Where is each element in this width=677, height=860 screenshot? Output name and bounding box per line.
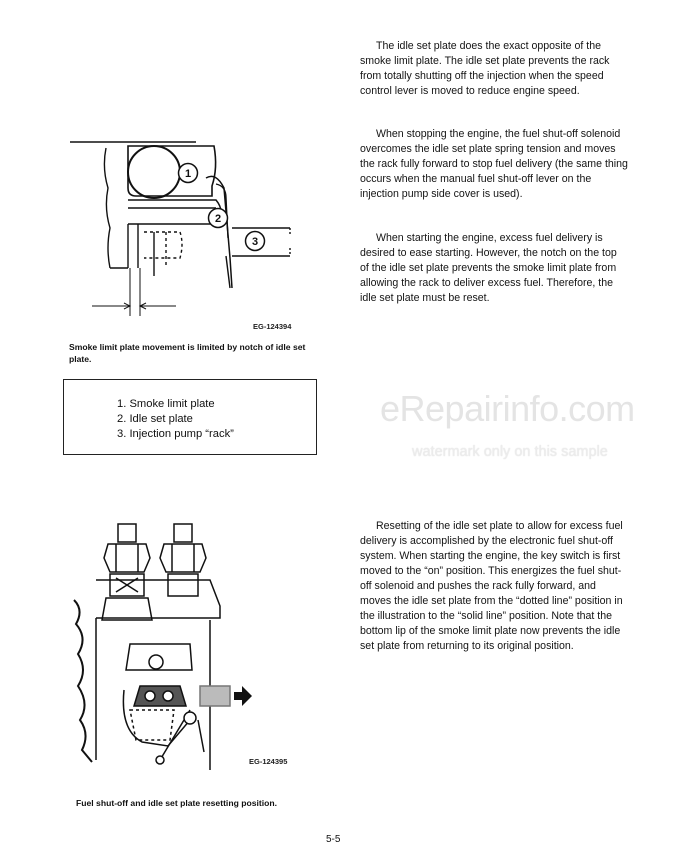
paragraph-idle-set-plate: The idle set plate does the exact opposite of the smoke limit plate. The idle set plate prevents the rack from totally shutting off the injection when the speed control lever is moved to reduce engine speed. [360,40,610,97]
paragraph-resetting: Resetting of the idle set plate to allow for excess fuel delivery is accomplished by the electronic fuel shut-off system. When starting the engine, the key switch is first moved to the “on” position. This energizes the fuel shut-off solenoid and pushes the rack fully forward, and moves the idle set plate from the “dotted line” position in the illustration to the “solid line” position. Note that the bottom lip of the smoke limit plate now prevents the idle set plate from returning to its original position. [360,520,623,652]
callout-2: 2 [214,213,222,225]
watermark-main: eRepairinfo.com [380,388,635,429]
figure1-code: EG-124394 [253,322,292,331]
figure2-caption: Fuel shut-off and idle set plate resetting position. [76,798,278,808]
figure2-code: EG-124395 [249,757,288,766]
paragraph-starting-engine: When starting the engine, excess fuel delivery is desired to ease starting. However, the notch on the top of the idle set plate prevents the smoke limit plate from allowing the rack to deliver excess fuel. Therefore, the idle set plate must be reset. [360,232,617,304]
callout-3: 3 [251,236,259,248]
callout-1: 1 [184,168,192,180]
figure1-caption: Smoke limit plate movement is limited by notch of idle set plate. [69,342,306,364]
figure-smoke-limit-plate [66,138,298,322]
watermark-sub: watermark only on this sample [412,444,608,460]
legend-item: 2. Idle set plate [117,413,193,425]
page-number: 5-5 [326,834,341,845]
figure-fuel-shutoff [70,520,300,770]
legend-box [63,379,317,455]
legend-item: 1. Smoke limit plate [117,398,215,410]
legend-item: 3. Injection pump “rack” [117,428,234,440]
paragraph-stopping-engine: When stopping the engine, the fuel shut-off solenoid overcomes the idle set plate spring tension and moves the rack fully forward to stop fuel delivery (the same thing occurs when the manual fuel shut-off lever on the injection pump side cover is used). [360,128,628,200]
